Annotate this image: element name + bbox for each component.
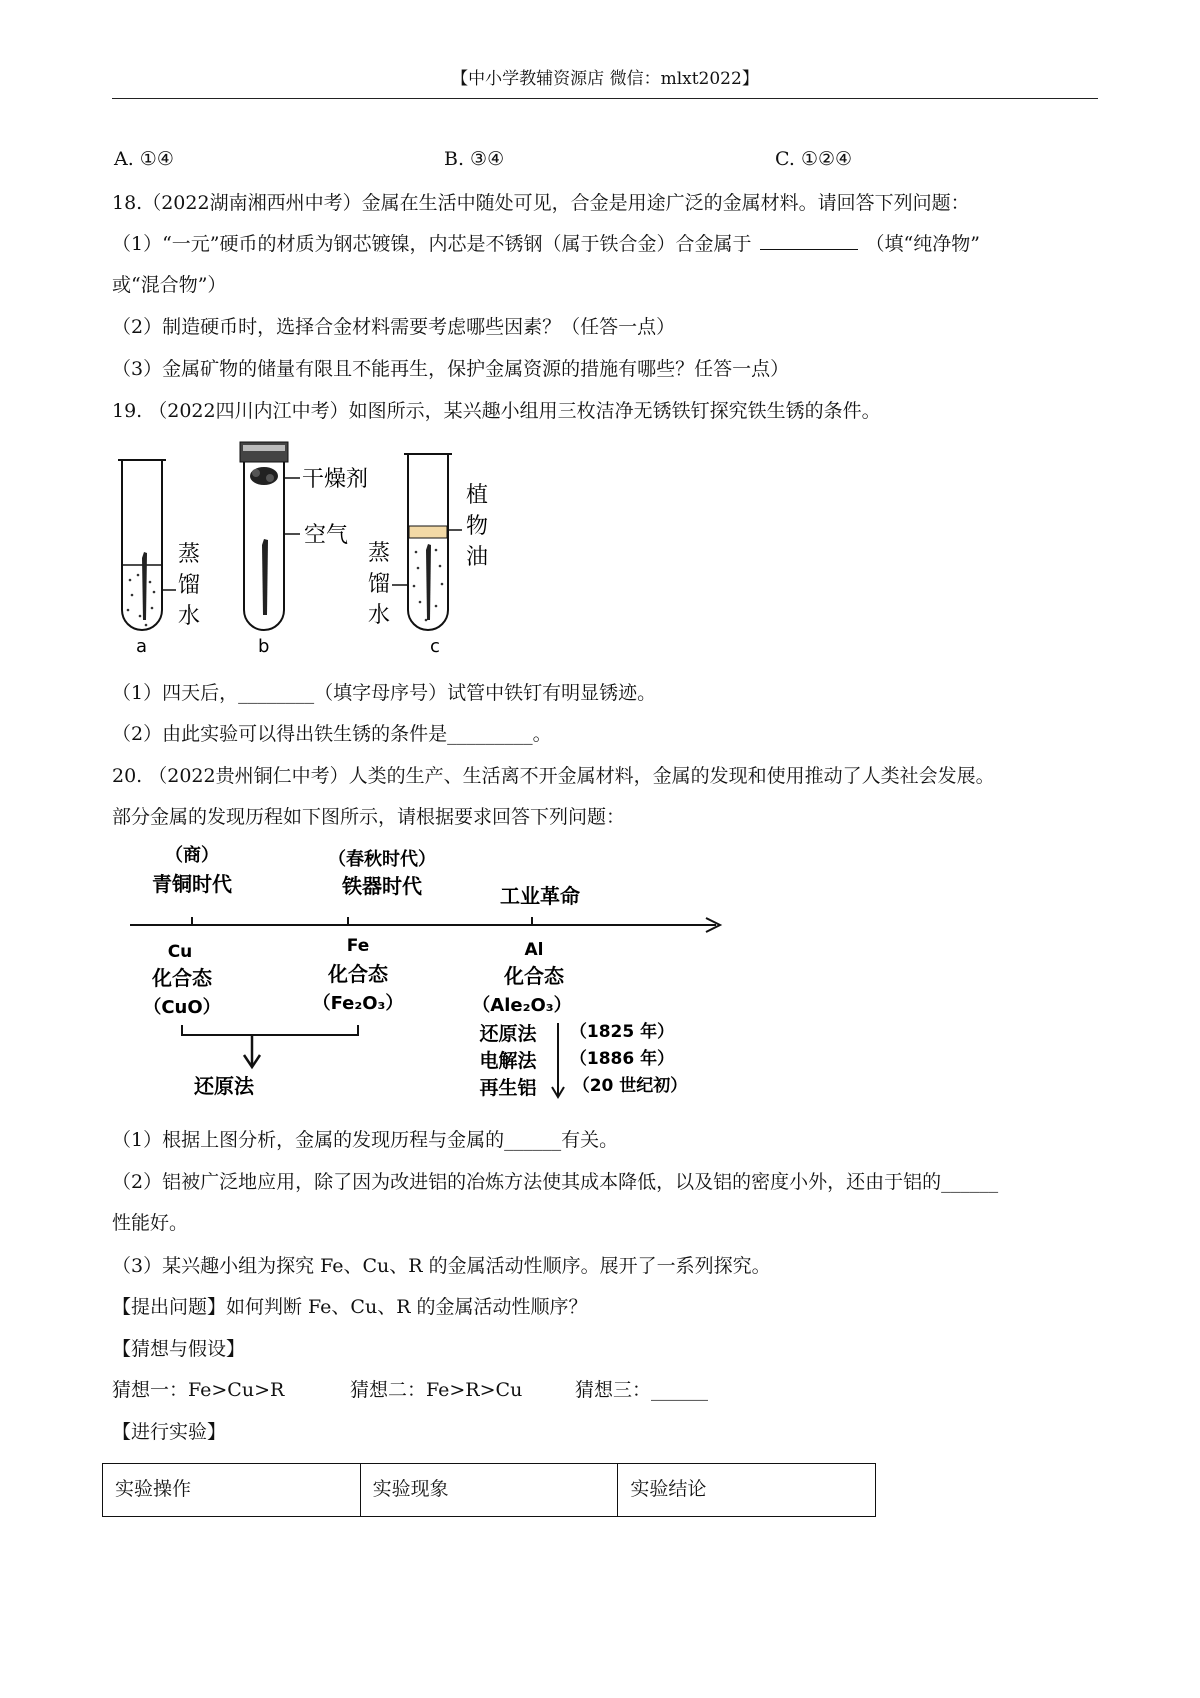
- merge-bracket: [182, 1025, 358, 1035]
- table-row: [103, 1464, 876, 1517]
- hypothesis-1: 猜想一：Fe>Cu>R: [112, 1379, 285, 1401]
- tube-label-b: b: [258, 636, 270, 657]
- cu-symbol: Cu: [167, 942, 193, 962]
- q18-part1-tail: （填“纯净物”: [865, 233, 980, 255]
- era2-dynasty: （春秋时代）: [328, 849, 436, 870]
- al-method-1: 还原法: [479, 1023, 537, 1045]
- metal-discovery-timeline: [120, 845, 740, 1105]
- q18-part1-cont: 或“混合物”）: [112, 274, 227, 296]
- test-tube-b: [240, 442, 288, 630]
- al-year-1: （1825 年）: [569, 1022, 675, 1042]
- q18-part1: [112, 232, 980, 256]
- al-year-2: （1886 年）: [569, 1049, 675, 1069]
- q18-stem: 18.（2022湖南湘西州中考）金属在生活中随处可见，合金是用途广泛的金属材料。请回答下列问题：: [112, 192, 970, 214]
- al-year-3: （20 世纪初）: [572, 1076, 688, 1096]
- era1-name: 青铜时代: [152, 872, 232, 896]
- oil-layer: [409, 526, 447, 538]
- nail-b: [262, 539, 268, 615]
- nail-c: [426, 544, 431, 620]
- al-method-3: 再生铝: [479, 1077, 537, 1099]
- method-reduction: 还原法: [194, 1074, 254, 1098]
- al-state: 化合态: [504, 964, 564, 988]
- q19-part2: （2）由此实验可以得出铁生锈的条件是_________。: [112, 723, 552, 745]
- answer-blank[interactable]: [760, 235, 858, 250]
- era3-name: 工业革命: [500, 884, 580, 908]
- al-compound: （Ale₂O₃）: [472, 995, 572, 1016]
- test-tube-c: [404, 454, 452, 630]
- label-air: 空气: [304, 523, 349, 548]
- label-water-c-2: 馏: [368, 572, 391, 597]
- hypothesis-3: 猜想三：______: [575, 1379, 709, 1401]
- cu-compound: （CuO）: [143, 997, 221, 1018]
- q19-part1: [112, 681, 656, 705]
- era1-dynasty: （商）: [165, 845, 219, 866]
- tube-label-c: c: [430, 636, 440, 657]
- option-b: B. ③④: [444, 148, 505, 170]
- q20-part1: （1）根据上图分析，金属的发现历程与金属的______有关。: [112, 1129, 619, 1151]
- q20-stem-line1: 20. （2022贵州铜仁中考）人类的生产、生活离不开金属材料，金属的发现和使用推动了人类社会发展。: [112, 765, 995, 787]
- q18-part1-text: （1）“一元”硬币的材质为钢芯镀镍，内芯是不锈钢（属于铁合金）合金属于: [112, 233, 752, 255]
- option-c: C. ①②④: [775, 148, 853, 170]
- q20-part2: （2）铝被广泛地应用，除了因为改进铝的冶炼方法使其成本降低，以及铝的密度小外，还由于铝的______: [112, 1171, 999, 1193]
- tube-label-a: a: [136, 636, 148, 657]
- fe-compound: （Fe₂O₃）: [312, 993, 404, 1014]
- q20-stem-line2: 部分金属的发现历程如下图所示，请根据要求回答下列问题：: [112, 806, 626, 828]
- option-a: A. ①④: [114, 148, 174, 170]
- al-method-2: 电解法: [479, 1050, 537, 1072]
- label-water-a-2: 馏: [178, 573, 201, 598]
- rust-experiment-figure: [100, 440, 520, 665]
- fe-state: 化合态: [328, 962, 388, 986]
- q20-exp-title: 【进行实验】: [112, 1421, 227, 1443]
- q18-part3: （3）金属矿物的储量有限且不能再生，保护金属资源的措施有哪些？任答一点）: [112, 358, 790, 380]
- al-symbol: Al: [524, 940, 544, 960]
- page-header: 【中小学教辅资源店 微信：mlxt2022】: [451, 69, 759, 89]
- label-water-a-1: 蒸: [178, 542, 201, 567]
- q19-stem: 19. （2022四川内江中考）如图所示，某兴趣小组用三枚洁净无锈铁钉探究铁生锈的条件。: [112, 400, 881, 422]
- label-oil-2: 物: [466, 514, 489, 539]
- table-header-cell: 实验现象: [360, 1464, 618, 1517]
- experiment-table: [102, 1463, 876, 1517]
- q20-hyp-title: 【猜想与假设】: [112, 1338, 246, 1360]
- header-divider: [112, 98, 1098, 99]
- label-oil-1: 植: [466, 483, 489, 508]
- fe-symbol: Fe: [346, 936, 370, 956]
- label-water-c-1: 蒸: [368, 541, 391, 566]
- test-tube-a: [118, 460, 166, 630]
- table-header-cell: 实验结论: [618, 1464, 876, 1517]
- q20-part2-cont: 性能好。: [112, 1212, 189, 1234]
- table-header-cell: 实验操作: [103, 1464, 361, 1517]
- q19-part1-tail: （填字母序号）试管中铁钉有明显锈迹。: [314, 682, 657, 704]
- label-water-c-3: 水: [368, 603, 391, 628]
- hypothesis-2: 猜想二：Fe>R>Cu: [350, 1379, 523, 1401]
- era2-name: 铁器时代: [342, 874, 422, 898]
- q20-part3: （3）某兴趣小组为探究 Fe、Cu、R 的金属活动性顺序。展开了一系列探究。: [112, 1255, 771, 1277]
- cu-state: 化合态: [152, 966, 212, 990]
- q20-ask: 【提出问题】如何判断 Fe、Cu、R 的金属活动性顺序？: [112, 1296, 588, 1318]
- label-oil-3: 油: [466, 545, 489, 570]
- q18-part2: （2）制造硬币时，选择合金材料需要考虑哪些因素？（任答一点）: [112, 316, 676, 338]
- answer-blank[interactable]: ________: [238, 682, 315, 704]
- label-water-a-3: 水: [178, 604, 201, 629]
- q19-part1-text: （1）四天后，: [112, 682, 239, 704]
- label-desiccant: 干燥剂: [302, 467, 369, 492]
